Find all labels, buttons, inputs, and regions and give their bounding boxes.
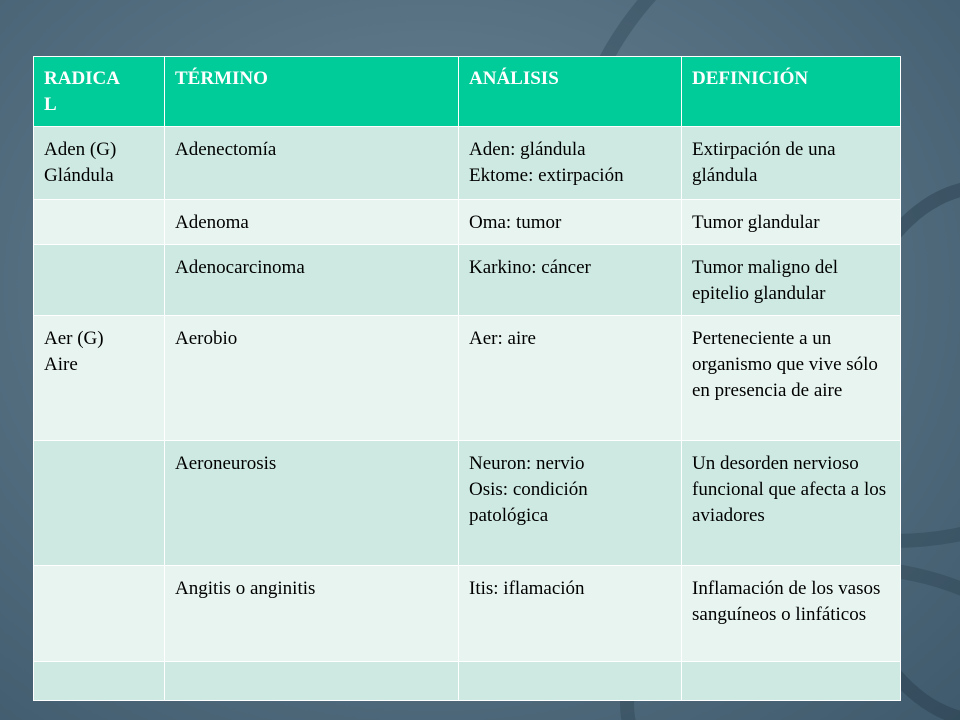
table-row <box>34 441 901 566</box>
header-analisis: ANÁLISIS <box>459 57 682 127</box>
cell-radical: Aer (G) Aire <box>34 316 165 441</box>
table-row <box>34 316 901 441</box>
cell-termino: Angitis o anginitis <box>165 566 459 662</box>
cell-analisis: Aden: glándula Ektome: extirpación <box>459 127 682 200</box>
cell-radical <box>34 566 165 662</box>
cell-definicion: Un desorden nervioso funcional que afecta a los aviadores <box>682 441 901 566</box>
cell-definicion: Perteneciente a un organismo que vive sólo en presencia de aire <box>682 316 901 441</box>
cell-radical <box>34 200 165 245</box>
cell-termino: Adenoma <box>165 200 459 245</box>
header-definicion: DEFINICIÓN <box>682 57 901 127</box>
cell-termino: Aerobio <box>165 316 459 441</box>
cell-analisis: Oma: tumor <box>459 200 682 245</box>
cell-radical <box>34 662 165 701</box>
table-row <box>34 127 901 200</box>
cell-radical <box>34 441 165 566</box>
cell-definicion: Extirpación de una glándula <box>682 127 901 200</box>
cell-termino: Adenocarcinoma <box>165 245 459 316</box>
cell-definicion: Tumor glandular <box>682 200 901 245</box>
cell-analisis <box>459 662 682 701</box>
cell-analisis: Itis: iflamación <box>459 566 682 662</box>
cell-termino <box>165 662 459 701</box>
terminology-table <box>33 56 901 701</box>
cell-definicion: Inflamación de los vasos sanguíneos o linfáticos <box>682 566 901 662</box>
table-row <box>34 566 901 662</box>
table-row <box>34 200 901 245</box>
cell-analisis: Aer: aire <box>459 316 682 441</box>
header-termino: TÉRMINO <box>165 57 459 127</box>
cell-termino: Aeroneurosis <box>165 441 459 566</box>
cell-radical: Aden (G) Glándula <box>34 127 165 200</box>
cell-analisis: Neuron: nervio Osis: condición patológica <box>459 441 682 566</box>
cell-definicion <box>682 662 901 701</box>
cell-definicion: Tumor maligno del epitelio glandular <box>682 245 901 316</box>
cell-analisis: Karkino: cáncer <box>459 245 682 316</box>
header-radical: RADICA L <box>34 57 165 127</box>
table-row <box>34 662 901 701</box>
cell-termino: Adenectomía <box>165 127 459 200</box>
table-header-row <box>34 57 901 127</box>
cell-radical <box>34 245 165 316</box>
table-row <box>34 245 901 316</box>
